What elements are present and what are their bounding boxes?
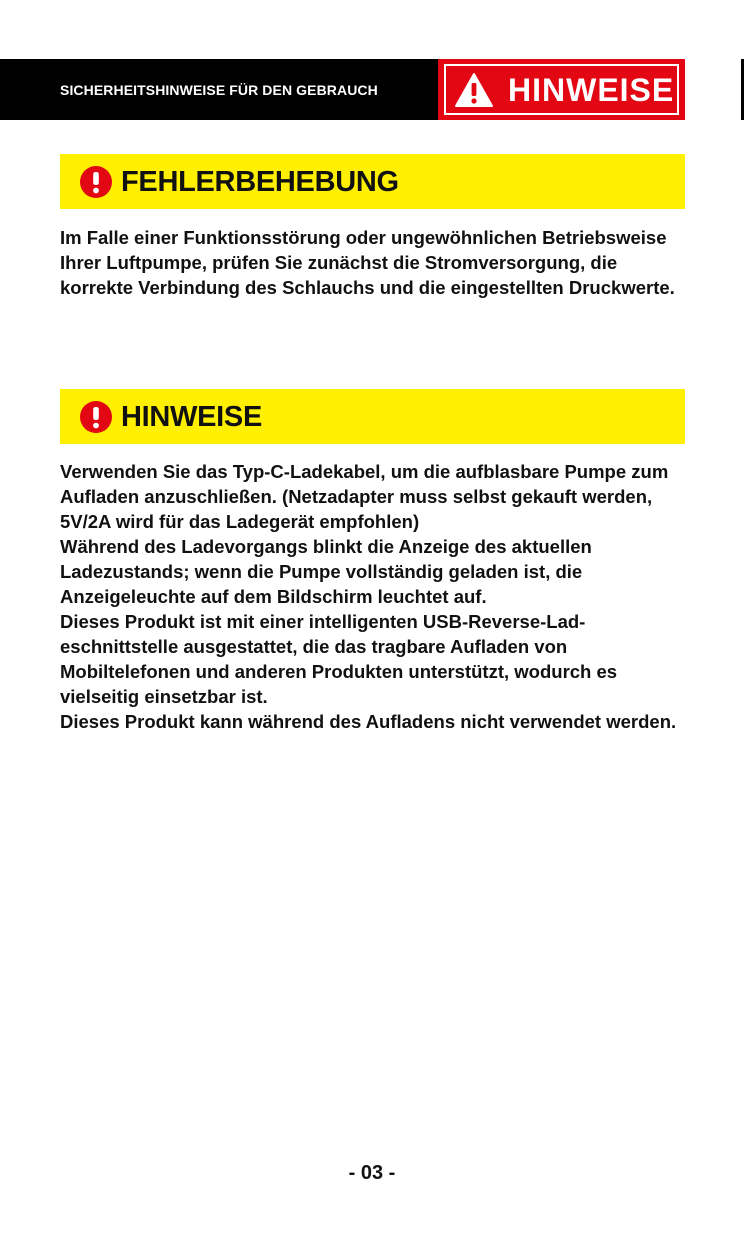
body-paragraph: Dieses Produkt ist mit einer intelligenten USB-Reverse-Lad-eschnittstelle ausgestattet, die das tragbare Aufladen von Mobiltelefonen und anderen Produkten unterstützt, wodurch es vielseitig einsetzbar ist.: [60, 611, 618, 707]
body-paragraph: Dieses Produkt kann während des Aufladens nicht verwendet werden.: [60, 711, 677, 732]
body-paragraph: Im Falle einer Funktionsstörung oder ungewöhnlichen Betriebsweise Ihrer Luftpumpe, prüfen Sie zunächst die Stromversorgung, die korrekte Verbindung des Schlauchs und die eingestellten Druckwerte.: [60, 227, 675, 298]
exclamation-circle-icon: [80, 401, 112, 433]
header-bar: [0, 59, 438, 120]
body-paragraph: Verwenden Sie das Typ-C-Ladekabel, um die aufblasbare Pumpe zum Aufladen anzuschließen. (Netzadapter muss selbst gekauft werden, 5V/2A wird für das Ladegerät empfohlen): [60, 461, 669, 532]
section-title: HINWEISE: [121, 401, 262, 433]
header-badge-label: HINWEISE: [508, 72, 675, 108]
header-title: SICHERHEITSHINWEISE FÜR DEN GEBRAUCH: [60, 82, 378, 98]
page-number: - 03 -: [348, 1162, 396, 1184]
header-badge-frame: [444, 64, 679, 115]
section-banner-notes: [60, 389, 685, 444]
body-paragraph: Während des Ladevorgangs blinkt die Anzeige des aktuellen Ladezustands; wenn die Pumpe vollständig geladen ist, die Anzeigeleuchte auf dem Bildschirm leuchtet auf.: [60, 536, 592, 607]
section-title: FEHLERBEHEBUNG: [121, 166, 399, 198]
section-body-notes: [60, 459, 680, 734]
warning-triangle-icon: [454, 72, 494, 108]
header-badge: [438, 59, 685, 120]
section-body-troubleshooting: [60, 225, 680, 300]
exclamation-circle-icon: [80, 166, 112, 198]
section-banner-troubleshooting: [60, 154, 685, 209]
